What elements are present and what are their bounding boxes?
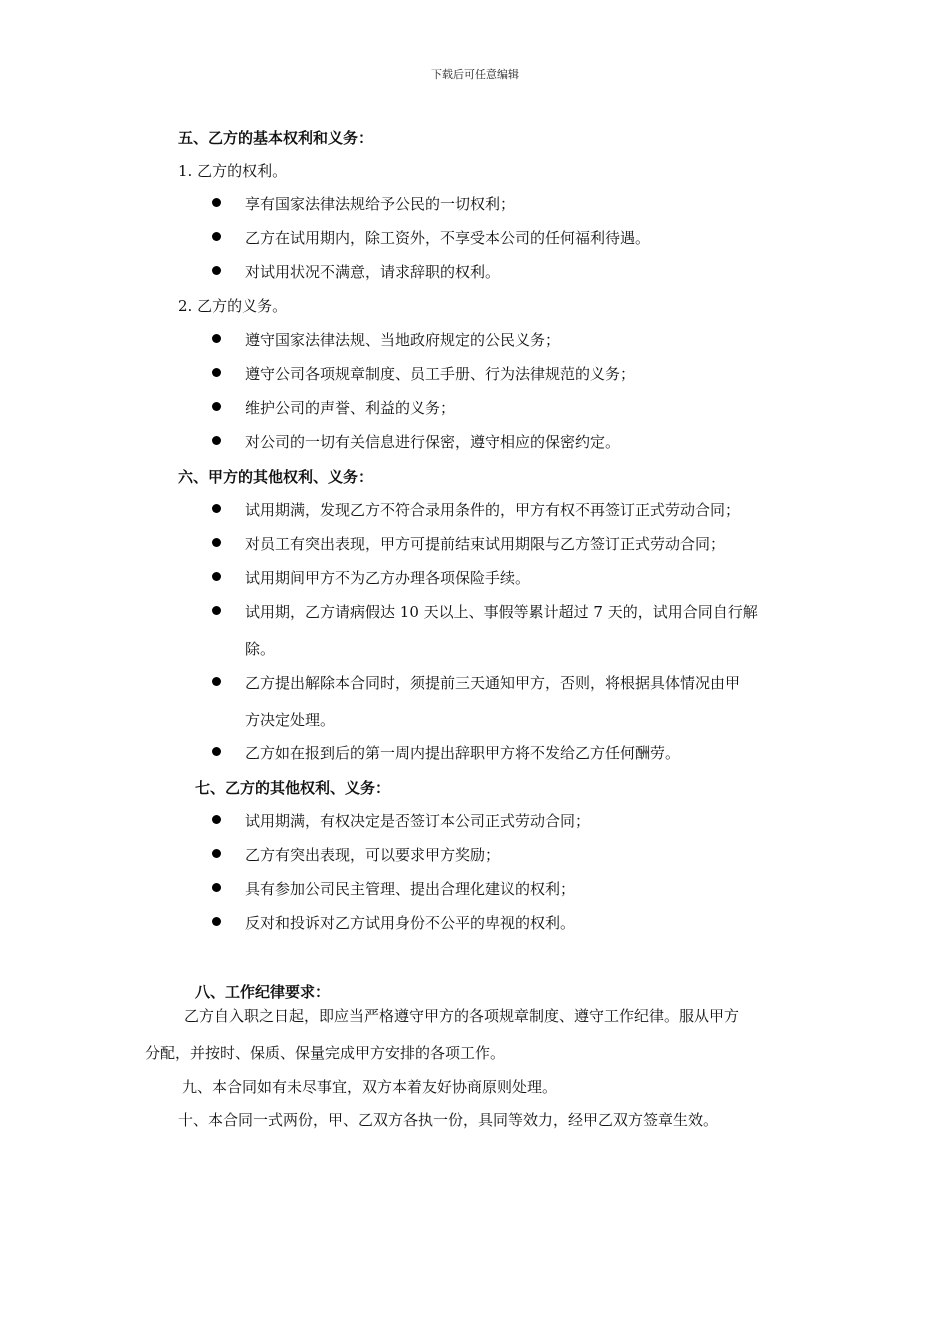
bullet-icon xyxy=(212,917,221,926)
section-7-item: 具有参加公司民主管理、提出合理化建议的权利； xyxy=(245,880,576,898)
bullet-icon xyxy=(212,232,221,241)
bullet-icon xyxy=(212,883,221,892)
section-7-item: 试用期满，有权决定是否签订本公司正式劳动合同； xyxy=(245,812,591,830)
bullet-icon xyxy=(212,677,221,686)
bullet-icon xyxy=(212,504,221,513)
section-6-item: 试用期，乙方请病假达 10 天以上、事假等累计超过 7 天的，试用合同自行解 xyxy=(245,603,758,621)
section-6-title: 六、甲方的其他权利、义务： xyxy=(178,468,374,486)
section-8-paragraph-line: 乙方自入职之日起，即应当严格遵守甲方的各项规章制度、遵守工作纪律。服从甲方 xyxy=(184,1007,740,1025)
section-8-title: 八、工作纪律要求： xyxy=(195,983,331,1001)
duties-item: 遵守国家法律法规、当地政府规定的公民义务； xyxy=(245,331,561,349)
section-6-item: 乙方提出解除本合同时，须提前三天通知甲方，否则，将根据具体情况由甲 xyxy=(245,674,741,692)
section-6-item: 乙方如在报到后的第一周内提出辞职甲方将不发给乙方任何酬劳。 xyxy=(245,744,681,762)
bullet-icon xyxy=(212,606,221,615)
rights-subtitle: 1. 乙方的权利。 xyxy=(178,162,288,180)
section-10-paragraph: 十、本合同一式两份，甲、乙双方各执一份，具同等效力，经甲乙双方签章生效。 xyxy=(178,1111,719,1129)
section-6-item-continued: 方决定处理。 xyxy=(245,711,336,729)
bullet-icon xyxy=(212,334,221,343)
bullet-icon xyxy=(212,815,221,824)
section-9-paragraph: 九、本合同如有未尽事宜，双方本着友好协商原则处理。 xyxy=(182,1078,558,1096)
section-7-item: 反对和投诉对乙方试用身份不公平的卑视的权利。 xyxy=(245,914,576,932)
bullet-icon xyxy=(212,368,221,377)
rights-item: 享有国家法律法规给予公民的一切权利； xyxy=(245,195,516,213)
rights-item: 对试用状况不满意，请求辞职的权利。 xyxy=(245,263,501,281)
section-6-item: 试用期满，发现乙方不符合录用条件的，甲方有权不再签订正式劳动合同； xyxy=(245,501,741,519)
duties-item: 维护公司的声誉、利益的义务； xyxy=(245,399,456,417)
page-header: 下载后可任意编辑 xyxy=(431,68,519,81)
section-7-item: 乙方有突出表现，可以要求甲方奖励； xyxy=(245,846,501,864)
bullet-icon xyxy=(212,849,221,858)
duties-subtitle: 2. 乙方的义务。 xyxy=(178,297,288,315)
section-6-item-continued: 除。 xyxy=(245,640,276,658)
section-5-title: 五、乙方的基本权利和义务： xyxy=(178,129,374,147)
rights-item: 乙方在试用期内，除工资外，不享受本公司的任何福利待遇。 xyxy=(245,229,651,247)
bullet-icon xyxy=(212,747,221,756)
bullet-icon xyxy=(212,402,221,411)
section-6-item: 对员工有突出表现，甲方可提前结束试用期限与乙方签订正式劳动合同； xyxy=(245,535,726,553)
bullet-icon xyxy=(212,436,221,445)
bullet-icon xyxy=(212,198,221,207)
bullet-icon xyxy=(212,538,221,547)
section-8-paragraph-line: 分配，并按时、保质、保量完成甲方安排的各项工作。 xyxy=(145,1044,506,1062)
section-6-item: 试用期间甲方不为乙方办理各项保险手续。 xyxy=(245,569,531,587)
section-7-title: 七、乙方的其他权利、义务： xyxy=(195,779,391,797)
duties-item: 对公司的一切有关信息进行保密，遵守相应的保密约定。 xyxy=(245,433,621,451)
duties-item: 遵守公司各项规章制度、员工手册、行为法律规范的义务； xyxy=(245,365,636,383)
bullet-icon xyxy=(212,572,221,581)
bullet-icon xyxy=(212,266,221,275)
